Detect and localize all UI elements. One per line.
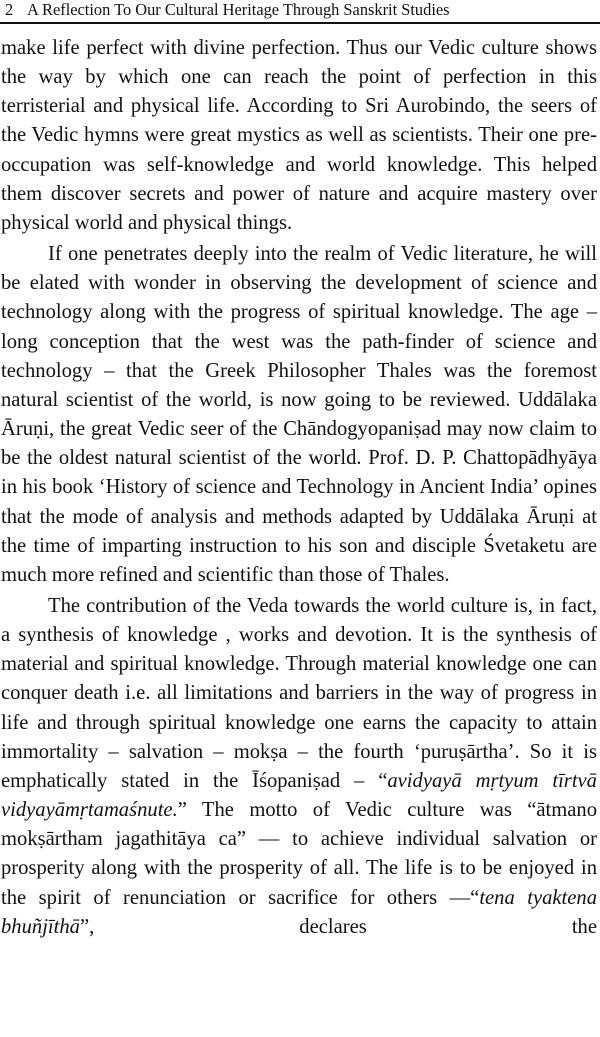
body-text (1, 34, 597, 942)
page-number: 2 (5, 0, 14, 19)
paragraph-3-text-c: ”, declares the (79, 915, 597, 938)
running-header (5, 0, 595, 22)
sanskrit-quote-tena-tyaktena: tena tyaktena bhuñjīthā (1, 886, 597, 938)
sanskrit-quote-isopanisad: avidyayā mṛtyum tīrtvā vidyayāmṛtamaśnute. (1, 769, 597, 822)
paragraph-3-text-a: The contribution of the Veda towards the world culture is, in fact, a synthesis of knowledge , works and devotion. It is the synthesis of material and spiritual knowledge. Through material knowledge one can conquer death i.e. all limitations and barriers in the way of progress in life and through spiritual knowledge one earns the capacity to attain immortality – salvation – mokṣa – the fourth ‘puruṣārtha’. So it is emphatically stated in the Īśopaniṣad – “ (1, 594, 597, 792)
paragraph-2: If one penetrates deeply into the realm of Vedic literature, he will be elated with wonder in observing the development of science and technology along with the progress of spiritual knowledge. The age – long conception that the west was the path-finder of science and technology – that the Greek Philosopher Thales was the foremost natural scientist of the world, is now going to be reviewed. Uddālaka Āruṇi, the great Vedic seer of the Chāndogyopaniṣad may now claim to be the oldest natural scientist of the world. Prof. D. P. Chattopādhyāya in his book ‘History of science and Technology in Ancient India’ opines that the mode of analysis and methods adapted by Uddālaka Āruṇi at the time of imparting instruction to his son and disciple Śvetaketu are much more refined and scientific than those of Thales. (1, 243, 597, 586)
running-title: A Reflection To Our Cultural Heritage Through Sanskrit Studies (27, 0, 450, 19)
paragraph-1: make life perfect with divine perfection. Thus our Vedic culture shows the way by which one can reach the point of perfection in this terristerial and physical life. According to Sri Aurobindo, the seers of the Vedic hymns were great mystics as well as scientists. Their one pre-occupation was self-knowledge and world knowledge. This helped them discover secrets and power of nature and acquire mastery over physical world and physical things. (1, 37, 597, 234)
paragraph-3 (1, 592, 597, 942)
header-rule (0, 22, 600, 24)
paragraph-3-text-b: ” The motto of Vedic culture was “ātmano mokṣārtham jagathitāya ca” — to achieve individual salvation or prosperity along with the prosperity of all. The life is to be enjoyed in the spirit of renunciation or sacrifice for others —“ (1, 799, 597, 909)
